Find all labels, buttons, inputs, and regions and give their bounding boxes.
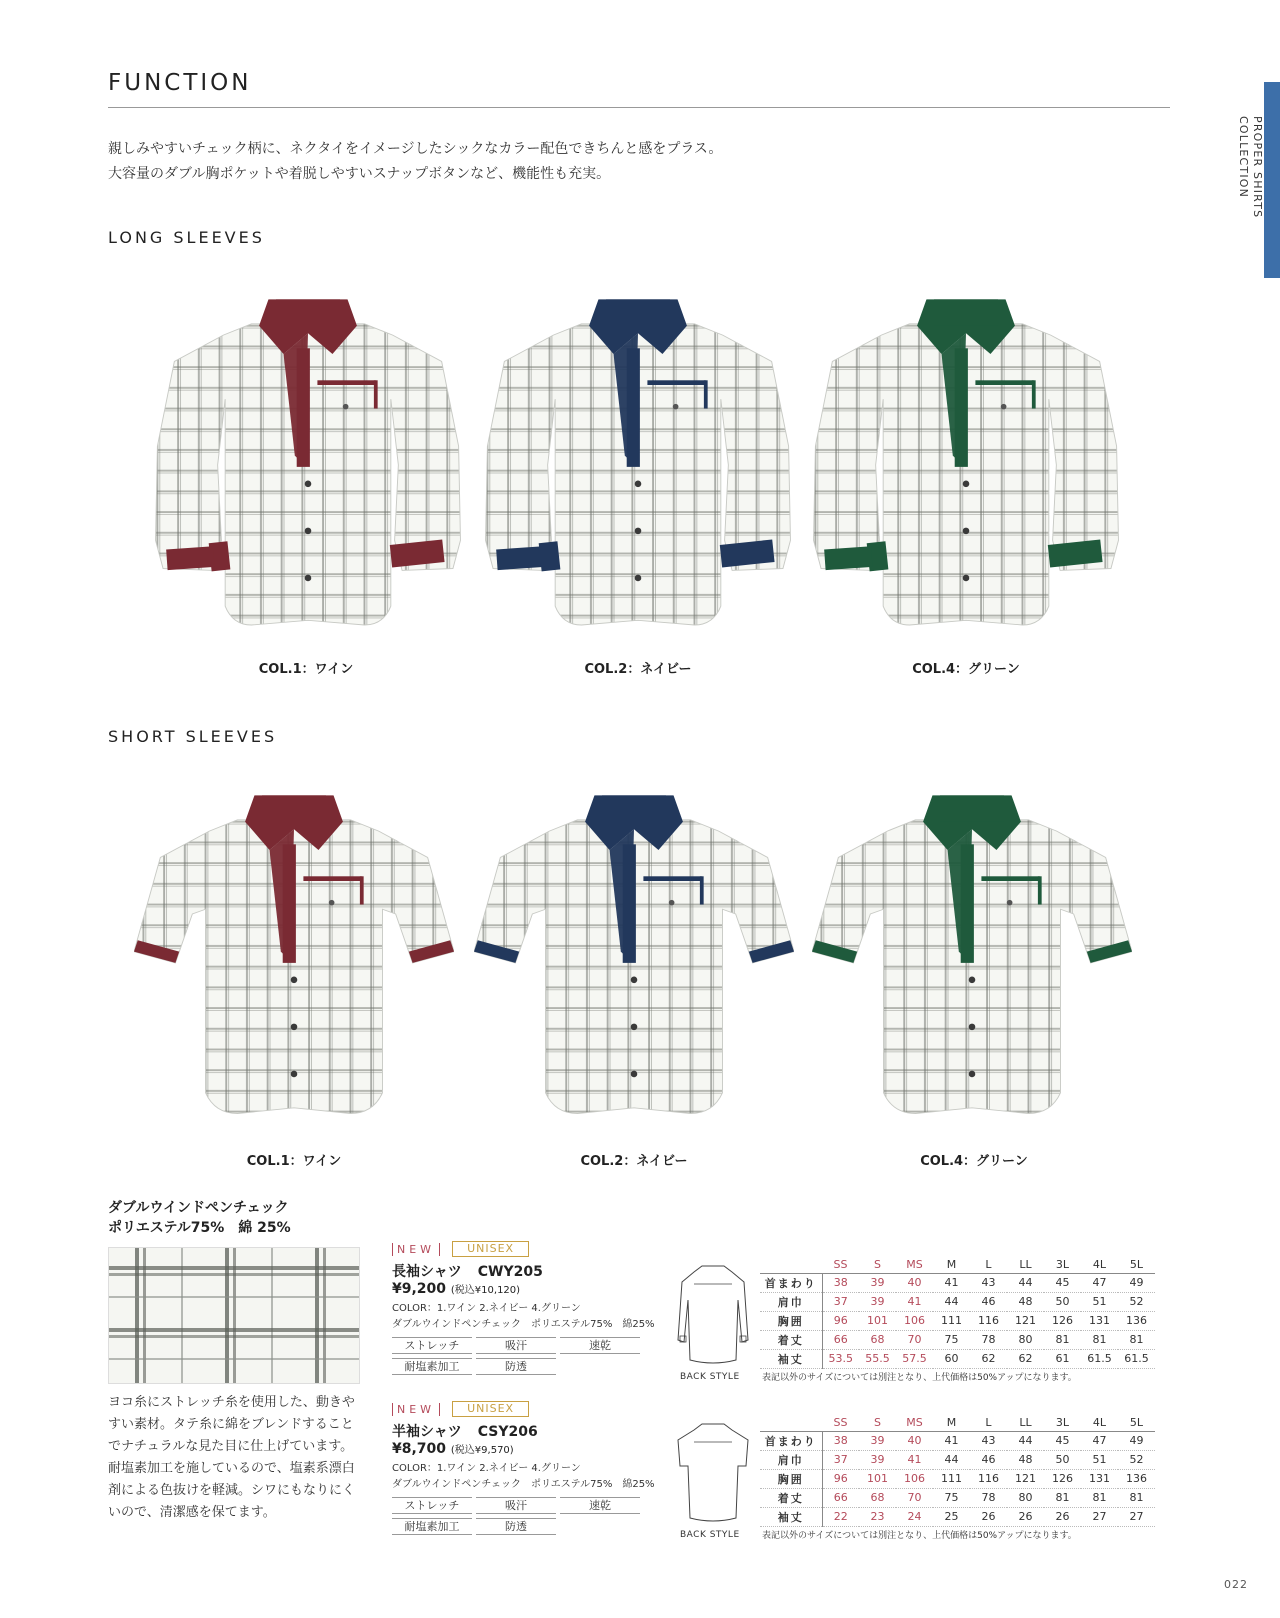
size-cell: 38 [822, 1273, 859, 1292]
size-cell: 22 [822, 1507, 859, 1526]
shirt-image-long-wine [148, 280, 468, 650]
fabric-name [108, 1198, 291, 1238]
size-cell: 66 [822, 1488, 859, 1507]
size-cell: 50 [1044, 1450, 1081, 1469]
size-cell: 43 [970, 1273, 1007, 1292]
size-cell: 41 [896, 1450, 933, 1469]
size-cell: 126 [1044, 1469, 1081, 1488]
size-row-label: 着丈 [760, 1488, 822, 1507]
size-cell: 40 [896, 1431, 933, 1450]
size-cell: 39 [859, 1292, 896, 1311]
size-cell: 55.5 [859, 1349, 896, 1368]
caption-long-navy: COL.2：ネイビー [584, 662, 692, 677]
size-cell: 116 [970, 1311, 1007, 1330]
size-cell: 47 [1081, 1431, 1118, 1450]
back-style-short-illustration [676, 1418, 750, 1536]
size-cell: 46 [970, 1292, 1007, 1311]
size-header: L [970, 1256, 1007, 1273]
caption-short-navy: COL.2：ネイビー [580, 1154, 688, 1169]
size-row [760, 1507, 1155, 1526]
size-cell: 81 [1081, 1330, 1118, 1349]
size-cell: 52 [1118, 1292, 1155, 1311]
size-cell: 81 [1044, 1488, 1081, 1507]
size-cell: 68 [859, 1488, 896, 1507]
size-cell: 52 [1118, 1450, 1155, 1469]
size-cell: 81 [1118, 1488, 1155, 1507]
size-cell: 45 [1044, 1273, 1081, 1292]
size-cell: 51 [1081, 1450, 1118, 1469]
size-header: S [859, 1256, 896, 1273]
size-cell: 62 [1007, 1349, 1044, 1368]
back-style-long-illustration [676, 1260, 750, 1378]
size-cell: 37 [822, 1292, 859, 1311]
product-name-text: 長袖シャツ [392, 1264, 462, 1280]
feature-quick-dry: 速乾 [560, 1497, 640, 1514]
size-row-label: 着丈 [760, 1330, 822, 1349]
size-header: 3L [1044, 1256, 1081, 1273]
long-sleeves-heading: LONG SLEEVES [108, 228, 265, 247]
caption-short-wine: COL.1：ワイン [246, 1154, 342, 1169]
fabric-description: ヨコ糸にストレッチ糸を使用した、動きやすい素材。タテ糸に綿をブレンドすることでナチュラルな見た目に仕上げています。耐塩素加工を施しているので、塩素系漂白剤による色抜けを軽減。シワにもなりにくいので、清潔感を保てます。 [108, 1395, 356, 1520]
product-name-text: 半袖シャツ [392, 1424, 462, 1440]
size-header: MS [896, 1256, 933, 1273]
size-cell: 75 [933, 1330, 970, 1349]
size-cell: 116 [970, 1469, 1007, 1488]
feature-stretch: ストレッチ [392, 1497, 472, 1514]
size-cell: 23 [859, 1507, 896, 1526]
new-badge: NEW [392, 1243, 440, 1256]
side-label-line-1: PROPER SHIRTS [1251, 116, 1264, 219]
size-chart-long [760, 1256, 1155, 1369]
size-header-corner [760, 1256, 822, 1273]
size-cell: 44 [1007, 1273, 1044, 1292]
feature-stretch: ストレッチ [392, 1337, 472, 1354]
size-cell: 50 [1044, 1292, 1081, 1311]
size-cell: 41 [896, 1292, 933, 1311]
size-cell: 75 [933, 1488, 970, 1507]
size-note: 表記以外のサイズについては別注となり、上代価格は50%アップになります。 [762, 1531, 1077, 1541]
size-row-label: 首まわり [760, 1431, 822, 1450]
size-cell: 81 [1044, 1330, 1081, 1349]
size-cell: 96 [822, 1311, 859, 1330]
size-row-label: 首まわり [760, 1273, 822, 1292]
size-header: 3L [1044, 1414, 1081, 1431]
section-tab-marker [1264, 82, 1280, 278]
product-price [392, 1441, 692, 1457]
price-with-tax: (税込¥9,570) [450, 1445, 514, 1456]
title-divider [108, 107, 1170, 108]
feature-chlorine-resistant: 耐塩素加工 [392, 1358, 472, 1375]
price-value: ¥8,700 [392, 1441, 447, 1457]
price-value: ¥9,200 [392, 1281, 447, 1297]
intro-text [108, 137, 722, 187]
size-cell: 24 [896, 1507, 933, 1526]
size-header: 4L [1081, 1256, 1118, 1273]
size-cell: 106 [896, 1311, 933, 1330]
size-cell: 111 [933, 1311, 970, 1330]
size-cell: 27 [1081, 1507, 1118, 1526]
size-row [760, 1330, 1155, 1349]
size-chart-short [760, 1414, 1155, 1527]
product-short-sleeve [392, 1401, 692, 1535]
size-row [760, 1273, 1155, 1292]
size-row [760, 1292, 1155, 1311]
caption-long-wine: COL.1：ワイン [258, 662, 354, 677]
size-header: S [859, 1414, 896, 1431]
size-cell: 48 [1007, 1450, 1044, 1469]
new-badge: NEW [392, 1403, 440, 1416]
size-cell: 44 [933, 1292, 970, 1311]
product-code: CSY206 [477, 1424, 538, 1440]
product-code: CWY205 [477, 1264, 543, 1280]
size-cell: 49 [1118, 1431, 1155, 1450]
color-options: COLOR：1.ワイン 2.ネイビー 4.グリーン [392, 1463, 581, 1474]
shirt-image-short-green [812, 776, 1132, 1146]
size-cell: 136 [1118, 1311, 1155, 1330]
size-cell: 126 [1044, 1311, 1081, 1330]
size-note: 表記以外のサイズについては別注となり、上代価格は50%アップになります。 [762, 1373, 1077, 1383]
size-cell: 26 [970, 1507, 1007, 1526]
size-cell: 53.5 [822, 1349, 859, 1368]
size-cell: 39 [859, 1431, 896, 1450]
feature-list [392, 1337, 640, 1375]
shirt-image-short-navy [474, 776, 794, 1146]
size-row [760, 1349, 1155, 1368]
size-cell: 46 [970, 1450, 1007, 1469]
fabric-composition: ダブルウインドペンチェック ポリエステル75% 綿25% [392, 1479, 655, 1490]
size-header: M [933, 1414, 970, 1431]
size-cell: 61 [1044, 1349, 1081, 1368]
feature-sweat-absorb: 吸汗 [476, 1337, 556, 1354]
size-cell: 131 [1081, 1469, 1118, 1488]
size-cell: 57.5 [896, 1349, 933, 1368]
intro-line-1: 親しみやすいチェック柄に、ネクタイをイメージしたシックなカラー配色できちんと感をプラス。 [108, 141, 723, 157]
size-cell: 101 [859, 1311, 896, 1330]
size-cell: 44 [1007, 1431, 1044, 1450]
size-cell: 49 [1118, 1273, 1155, 1292]
product-name [392, 1261, 692, 1281]
size-cell: 70 [896, 1488, 933, 1507]
shirt-image-long-green [806, 280, 1126, 650]
feature-quick-dry: 速乾 [560, 1337, 640, 1354]
size-cell: 26 [1007, 1507, 1044, 1526]
size-header: 5L [1118, 1256, 1155, 1273]
size-cell: 45 [1044, 1431, 1081, 1450]
size-cell: 68 [859, 1330, 896, 1349]
product-price [392, 1281, 692, 1297]
size-cell: 78 [970, 1330, 1007, 1349]
size-row-label: 胸囲 [760, 1469, 822, 1488]
size-row-label: 袖丈 [760, 1507, 822, 1526]
size-cell: 80 [1007, 1330, 1044, 1349]
size-cell: 81 [1118, 1330, 1155, 1349]
page-number: 022 [1224, 1578, 1248, 1591]
color-options: COLOR：1.ワイン 2.ネイビー 4.グリーン [392, 1303, 581, 1314]
size-row-label: 袖丈 [760, 1349, 822, 1368]
size-row [760, 1488, 1155, 1507]
size-header: 4L [1081, 1414, 1118, 1431]
size-row [760, 1469, 1155, 1488]
feature-chlorine-resistant: 耐塩素加工 [392, 1518, 472, 1535]
fabric-swatch-image [108, 1247, 360, 1384]
size-cell: 40 [896, 1273, 933, 1292]
size-row [760, 1311, 1155, 1330]
back-style-label: BACK STYLE [680, 1530, 740, 1540]
shirt-image-short-wine [134, 776, 454, 1146]
size-cell: 60 [933, 1349, 970, 1368]
size-row [760, 1450, 1155, 1469]
size-cell: 44 [933, 1450, 970, 1469]
size-cell: 101 [859, 1469, 896, 1488]
size-cell: 121 [1007, 1311, 1044, 1330]
size-cell: 38 [822, 1431, 859, 1450]
unisex-badge: UNISEX [452, 1241, 529, 1257]
page-title: FUNCTION [108, 70, 252, 96]
size-cell: 62 [970, 1349, 1007, 1368]
size-row-label: 肩巾 [760, 1450, 822, 1469]
feature-list [392, 1497, 640, 1535]
feature-anti-see-through: 防透 [476, 1518, 556, 1535]
size-cell: 61.5 [1081, 1349, 1118, 1368]
size-header: SS [822, 1256, 859, 1273]
size-cell: 47 [1081, 1273, 1118, 1292]
size-header: 5L [1118, 1414, 1155, 1431]
size-cell: 131 [1081, 1311, 1118, 1330]
feature-sweat-absorb: 吸汗 [476, 1497, 556, 1514]
fabric-composition: ダブルウインドペンチェック ポリエステル75% 綿25% [392, 1319, 655, 1330]
size-cell: 39 [859, 1273, 896, 1292]
size-row [760, 1431, 1155, 1450]
size-cell: 106 [896, 1469, 933, 1488]
size-cell: 136 [1118, 1469, 1155, 1488]
size-cell: 61.5 [1118, 1349, 1155, 1368]
size-cell: 43 [970, 1431, 1007, 1450]
size-header: SS [822, 1414, 859, 1431]
size-header: LL [1007, 1256, 1044, 1273]
size-cell: 26 [1044, 1507, 1081, 1526]
size-cell: 66 [822, 1330, 859, 1349]
price-with-tax: (税込¥10,120) [450, 1285, 521, 1296]
product-long-sleeve [392, 1241, 692, 1375]
size-cell: 96 [822, 1469, 859, 1488]
fabric-name-line-2: ポリエステル75% 綿 25% [108, 1220, 291, 1236]
side-collection-label [1236, 116, 1264, 218]
caption-long-green: COL.4：グリーン [912, 662, 1020, 677]
unisex-badge: UNISEX [452, 1401, 529, 1417]
size-cell: 41 [933, 1431, 970, 1450]
caption-short-green: COL.4：グリーン [920, 1154, 1028, 1169]
size-cell: 37 [822, 1450, 859, 1469]
size-cell: 78 [970, 1488, 1007, 1507]
side-label-line-2: COLLECTION [1237, 116, 1250, 199]
size-cell: 111 [933, 1469, 970, 1488]
size-cell: 41 [933, 1273, 970, 1292]
size-cell: 51 [1081, 1292, 1118, 1311]
short-sleeves-heading: SHORT SLEEVES [108, 727, 278, 746]
shirt-image-long-navy [478, 280, 798, 650]
size-cell: 27 [1118, 1507, 1155, 1526]
size-cell: 81 [1081, 1488, 1118, 1507]
size-cell: 25 [933, 1507, 970, 1526]
size-header: L [970, 1414, 1007, 1431]
intro-line-2: 大容量のダブル胸ポケットや着脱しやすいスナップボタンなど、機能性も充実。 [108, 166, 611, 182]
size-header: M [933, 1256, 970, 1273]
back-style-label: BACK STYLE [680, 1372, 740, 1382]
product-name [392, 1421, 692, 1441]
size-header-corner [760, 1414, 822, 1431]
size-header: LL [1007, 1414, 1044, 1431]
size-row-label: 肩巾 [760, 1292, 822, 1311]
size-cell: 80 [1007, 1488, 1044, 1507]
fabric-name-line-1: ダブルウインドペンチェック [108, 1200, 289, 1216]
feature-anti-see-through: 防透 [476, 1358, 556, 1375]
size-header: MS [896, 1414, 933, 1431]
size-row-label: 胸囲 [760, 1311, 822, 1330]
size-cell: 70 [896, 1330, 933, 1349]
size-cell: 121 [1007, 1469, 1044, 1488]
size-cell: 48 [1007, 1292, 1044, 1311]
size-cell: 39 [859, 1450, 896, 1469]
